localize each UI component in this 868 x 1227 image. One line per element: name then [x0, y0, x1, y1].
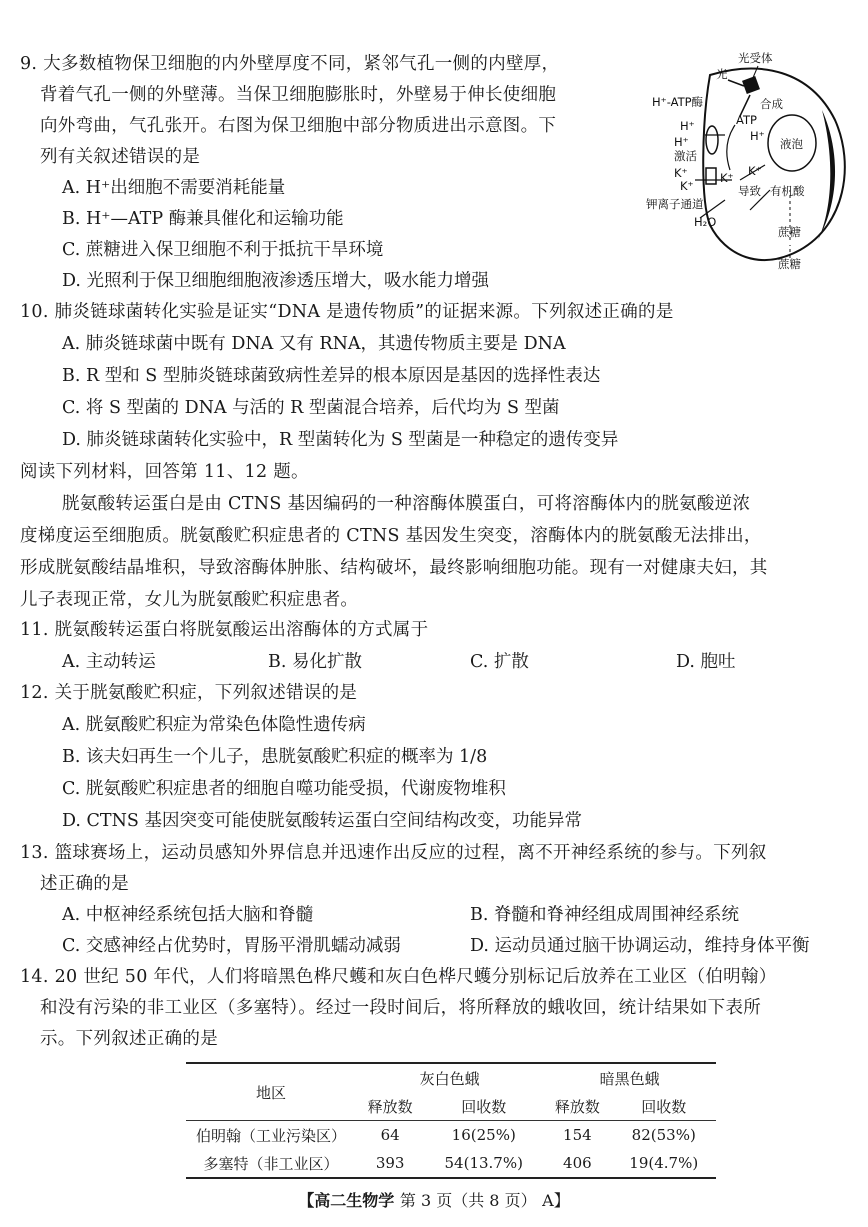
q11-option-b: B. 易化扩散: [268, 652, 362, 672]
table-subheader: 释放数: [356, 1092, 424, 1121]
table-cell: 82(53%): [631, 1126, 696, 1144]
guard-cell-diagram: [640, 40, 865, 275]
q10-stem: 10. 肺炎链球菌转化实验是证实“DNA 是遗传物质”的证据来源。下列叙述正确的是: [20, 302, 674, 322]
passage-intro: 阅读下列材料，回答第 11、12 题。: [20, 462, 309, 482]
table-cell: 19(4.7%): [612, 1149, 717, 1178]
label-atpase: H⁺-ATP酶: [652, 95, 704, 109]
table-cell: 154: [563, 1126, 592, 1144]
table-header-group-2: 暗黑色蛾: [543, 1063, 716, 1092]
table-cell: 406: [543, 1149, 611, 1178]
q12-option-a: A. 胱氨酸贮积症为常染色体隐性遗传病: [62, 715, 366, 735]
label-k-3: K⁺: [720, 171, 734, 185]
q9-option-c: C. 蔗糖进入保卫细胞不利于抵抗干旱环境: [62, 240, 384, 260]
inner-wall: [818, 110, 835, 240]
table-subheader: 释放数: [543, 1092, 611, 1121]
q12-stem: 12. 关于胱氨酸贮积症，下列叙述错误的是: [20, 683, 358, 703]
label-sucrose-in: 蔗糖: [778, 225, 801, 239]
q9-stem-line-1: 9. 大多数植物保卫细胞的内外壁厚度不同，紧邻气孔一侧的内壁厚，: [20, 54, 560, 74]
q12-option-c: C. 胱氨酸贮积症患者的细胞自噬功能受损，代谢废物堆积: [62, 779, 506, 799]
label-h-3: H⁺: [750, 129, 765, 143]
q11-option-c: C. 扩散: [470, 652, 529, 672]
label-organic-acid: 有机酸: [770, 184, 805, 198]
q10-option-c: C. 将 S 型菌的 DNA 与活的 R 型菌混合培养，后代均为 S 型菌: [62, 398, 560, 418]
label-synthesis: 合成: [760, 97, 783, 111]
table-header-region: 地区: [186, 1063, 356, 1121]
q9-option-d: D. 光照利于保卫细胞细胞液渗透压增大，吸水能力增强: [62, 271, 490, 291]
table-cell: 54(13.7%): [424, 1149, 543, 1178]
q11-option-a: A. 主动转运: [62, 652, 156, 672]
q13-option-c: C. 交感神经占优势时，胃肠平滑肌蠕动减弱: [62, 936, 401, 956]
table-header-row: [186, 1063, 716, 1092]
label-vacuole: 液泡: [780, 137, 803, 151]
table-subheader: 回收数: [612, 1092, 717, 1121]
footer-version: A】: [542, 1191, 570, 1210]
label-k-1: K⁺: [674, 166, 688, 180]
label-activate: 激活: [674, 149, 697, 163]
q13-option-b: B. 脊髓和脊神经组成周围神经系统: [470, 905, 739, 925]
moth-data-table: [186, 1062, 716, 1179]
label-h-2: H⁺: [674, 135, 689, 149]
q9-stem-line-2: 背着气孔一侧的外壁薄。当保卫细胞膨胀时，外壁易于伸长使细胞: [40, 85, 557, 105]
q12-option-b: B. 该夫妇再生一个儿子，患胱氨酸贮积症的概率为 1/8: [62, 747, 488, 767]
table-subheader: 回收数: [424, 1092, 543, 1121]
q10-option-a: A. 肺炎链球菌中既有 DNA 又有 RNA，其遗传物质主要是 DNA: [62, 334, 566, 354]
q10-option-d: D. 肺炎链球菌转化实验中，R 型菌转化为 S 型菌是一种稳定的遗传变异: [62, 430, 619, 450]
label-k-2: K⁺: [680, 179, 694, 193]
footer-subject: 【高二生物学: [298, 1191, 395, 1210]
table-cell: 393: [356, 1149, 424, 1178]
label-sucrose-out: 蔗糖: [778, 257, 801, 271]
q11-stem: 11. 胱氨酸转运蛋白将胱氨酸运出溶酶体的方式属于: [20, 620, 429, 640]
label-k-channel: 钾离子通道: [646, 197, 704, 211]
table-row: [186, 1121, 716, 1150]
q13-option-a: A. 中枢神经系统包括大脑和脊髓: [62, 905, 314, 925]
q14-stem-line-1: 14. 20 世纪 50 年代，人们将暗黑色桦尺蠖和灰白色桦尺蠖分别标记后放养在工业区（伯明翰）: [20, 967, 777, 987]
passage-line-1: 胱氨酸转运蛋白是由 CTNS 基因编码的一种溶酶体膜蛋白，可将溶酶体内的胱氨酸逆浓: [62, 494, 751, 514]
photoreceptor-shape: [742, 76, 760, 94]
q13-stem-line-1: 13. 篮球赛场上，运动员感知外界信息并迅速作出反应的过程，离不开神经系统的参与。下列叙: [20, 843, 767, 863]
table-row: [186, 1149, 716, 1178]
label-k-4: K⁺: [748, 164, 762, 178]
q9-stem-line-4: 列有关叙述错误的是: [40, 147, 201, 167]
q14-stem-line-3: 示。下列叙述正确的是: [40, 1029, 218, 1049]
table-cell: 16(25%): [451, 1126, 516, 1144]
passage-line-4: 儿子表现正常，女儿为胱氨酸贮积症患者。: [20, 590, 359, 610]
label-photoreceptor: 光受体: [738, 51, 773, 65]
table-header-group-1: 灰白色蛾: [356, 1063, 543, 1092]
table-cell: 多塞特（非工业区）: [186, 1149, 356, 1178]
q12-option-d: D. CTNS 基因突变可能使胱氨酸转运蛋白空间结构改变，功能异常: [62, 811, 582, 831]
page-footer: [0, 1188, 868, 1211]
label-atp: ATP: [736, 113, 757, 127]
q9-option-b: B. H⁺—ATP 酶兼具催化和运输功能: [62, 209, 344, 229]
label-light: 光: [716, 67, 728, 81]
label-h-1: H⁺: [680, 119, 695, 133]
q13-option-d: D. 运动员通过脑干协调运动，维持身体平衡: [470, 936, 810, 956]
footer-page: 第 3 页（共 8 页）: [399, 1191, 537, 1210]
table-cell: 64: [380, 1126, 400, 1144]
pump-shape: [706, 126, 718, 154]
k-channel-shape: [706, 168, 716, 184]
q13-stem-line-2: 述正确的是: [40, 874, 129, 894]
q10-option-b: B. R 型和 S 型肺炎链球菌致病性差异的根本原因是基因的选择性表达: [62, 366, 601, 386]
q14-stem-line-2: 和没有污染的非工业区（多塞特）。经过一段时间后，将所释放的蛾收回，统计结果如下表所: [40, 998, 762, 1018]
light-arrow: [728, 80, 744, 86]
q9-option-a: A. H⁺出细胞不需要消耗能量: [62, 178, 286, 198]
passage-line-3: 形成胱氨酸结晶堆积，导致溶酶体肿胀、结构破坏，最终影响细胞功能。现有一对健康夫妇，其: [20, 558, 768, 578]
table-cell: 伯明翰（工业污染区）: [195, 1126, 346, 1145]
q11-option-d: D. 胞吐: [676, 652, 736, 672]
label-lead: 导致: [738, 184, 761, 198]
q9-stem-line-3: 向外弯曲，气孔张开。右图为保卫细胞中部分物质进出示意图。下: [40, 116, 557, 136]
label-water: H₂O: [694, 215, 717, 229]
activate-arrow: [727, 125, 735, 170]
passage-line-2: 度梯度运至细胞质。胱氨酸贮积症患者的 CTNS 基因发生突变，溶酶体内的胱氨酸无法排出，: [20, 526, 762, 546]
